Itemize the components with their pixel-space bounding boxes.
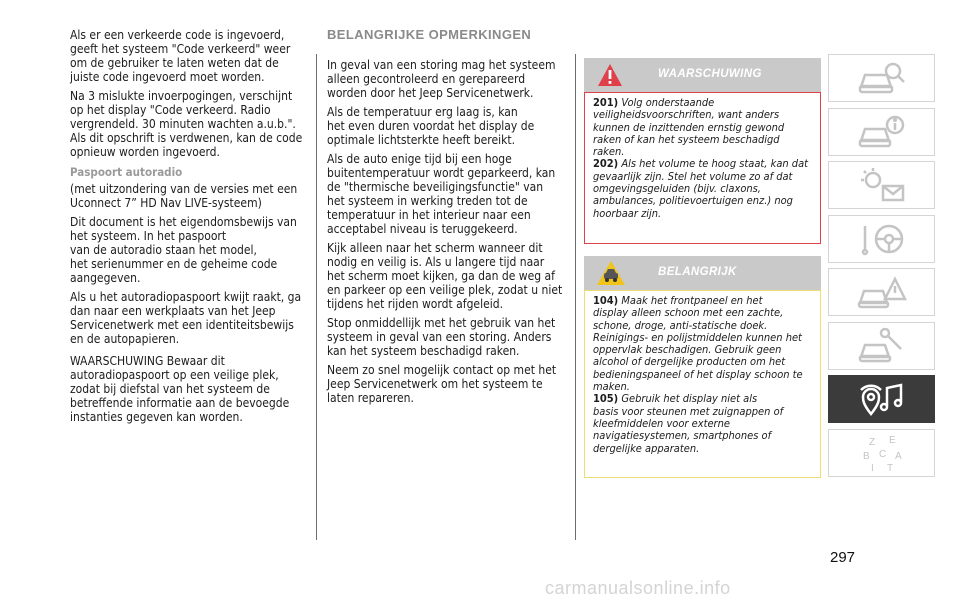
paragraph: Kijk alleen naar het scherm wanneer dit nodig en veilig is. Als u langere tijd naar het scherm moet kijken, ga dan de weg af en parkeer op een veilige plek, zodat u niet tijdens het rijden wordt afgeleid.	[327, 241, 563, 311]
svg-text:A: A	[894, 450, 902, 462]
section-heading: BELANGRIJKE OPMERKINGEN	[327, 27, 532, 42]
important-box	[584, 256, 821, 478]
car-warning-icon	[857, 273, 907, 311]
alphabet-index-icon	[857, 433, 907, 473]
chapter-tab-driving[interactable]	[828, 215, 935, 263]
paragraph: Als de auto enige tijd bij een hoge buitentemperatuur wordt geparkeerd, kan de "thermische beveiligingsfunctie" van het systeem in werking treden tot de temperatuur in het interieur naar een acceptabel niveau is teruggekeerd.	[327, 152, 556, 236]
car-hand-icon	[596, 260, 626, 286]
subheading-passport: Paspoort autoradio	[70, 165, 183, 179]
paragraph: Stop onmiddellijk met het gebruik van het systeem in geval van een storing. Anders kan het systeem beschadigd raken.	[327, 316, 556, 358]
note-item	[593, 393, 814, 454]
page-number: 297	[830, 549, 856, 566]
note-text: Maak het frontpaneel en het display alleen schoon met een zachte, schone, droge, anti-statische doek. Reinigings- en polijstmiddelen kunnen het oppervlak beschadigen. Gebruik geen alcohol of dergelijke producten om het bedieningspaneel of het display schoon te maken.	[593, 294, 803, 394]
note-text: Gebruik het display niet als basis voor steunen met zuignappen of kleefmiddelen voor externe navigatiesystemen, smartphones of dergelijke apparaten.	[593, 392, 784, 455]
svg-text:Z: Z	[868, 436, 875, 448]
note-number: 202)	[593, 157, 619, 171]
chapter-tab-emergency[interactable]	[828, 268, 935, 316]
warning-header	[584, 58, 821, 92]
note-number: 104)	[593, 294, 619, 307]
steering-wheel-icon	[857, 220, 907, 258]
lights-envelope-icon	[857, 166, 907, 204]
note-text: Volg onderstaande veiligheidsvoorschriften, want anders kunnen de inzittenden ernstig gewond raken of kan het systeem beschadigd raken.	[593, 96, 785, 159]
note-item	[593, 97, 814, 158]
paragraph: Neem zo snel mogelijk contact op met het Jeep Servicenetwerk om het systeem te laten repareren.	[327, 363, 557, 405]
important-body	[584, 290, 821, 478]
paragraph: Als u het autoradiopaspoort kwijt raakt, ga dan naar een werkplaats van het Jeep Servicenetwerk met een identiteitsbewijs en de autopapieren.	[70, 290, 302, 346]
note-number: 201)	[593, 96, 619, 109]
svg-text:B: B	[862, 450, 870, 462]
watermark: carmanualsonline.info	[545, 578, 731, 598]
paragraph: (met uitzondering van de versies met een Uconnect 7” HD Nav LIVE-systeem)	[70, 182, 298, 210]
paragraph: WAARSCHUWING Bewaar dit autoradiopaspoort op een veilige plek, zodat bij diefstal van het systeem de betreffende informatie aan de bevoegde instanties gegeven kan worden.	[70, 354, 290, 424]
chapter-tab-index[interactable]	[828, 429, 935, 477]
important-header	[584, 256, 821, 290]
warning-triangle-icon	[596, 62, 624, 88]
paragraph: In geval van een storing mag het systeem alleen gecontroleerd en gerepareerd worden door het Jeep Servicenetwerk.	[327, 58, 556, 100]
warning-body	[584, 92, 821, 244]
chapter-tab-car-info[interactable]	[828, 108, 935, 156]
wrench-car-icon	[857, 327, 907, 365]
chapter-tab-maintenance[interactable]	[828, 322, 935, 370]
paragraph: Na 3 mislukte invoerpogingen, verschijnt op het display "Code verkeerd. Radio vergrendeld. 30 minuten wachten a.u.b.". Als dit opschrift is verdwenen, kan de code opnieuw worden ingevoerd.	[70, 89, 303, 159]
svg-text:T: T	[886, 462, 893, 473]
chapter-tab-lights-messages[interactable]	[828, 161, 935, 209]
column-left	[70, 28, 306, 429]
paragraph: Als de temperatuur erg laag is, kan het even duren voordat het display de optimale lichtsterkte heeft bereikt.	[327, 105, 535, 147]
car-search-icon	[857, 59, 907, 97]
warning-box	[584, 58, 821, 244]
note-number: 105)	[593, 392, 619, 406]
important-title: BELANGRIJK	[658, 266, 737, 278]
multimedia-icon	[857, 380, 907, 418]
chapter-tab-car-search[interactable]	[828, 54, 935, 102]
paragraph: Dit document is het eigendomsbewijs van het systeem. In het paspoort van de autoradio staan het model, het serienummer en de geheime code aangegeven.	[70, 215, 297, 285]
warning-title: WAARSCHUWING	[658, 68, 762, 80]
chapter-sidebar	[828, 54, 935, 482]
car-info-icon	[857, 113, 907, 151]
svg-text:E: E	[888, 434, 896, 446]
svg-text:C: C	[878, 448, 886, 460]
note-item	[593, 295, 814, 393]
column-middle	[327, 27, 563, 410]
note-text: Als het volume te hoog staat, kan dat gevaarlijk zijn. Stel het volume zo af dat omgevingsgeluiden (bijv. claxons, ambulances, politievoertuigen enz.) nog hoorbaar zijn.	[593, 157, 809, 220]
note-item	[593, 158, 814, 219]
column-divider	[316, 54, 317, 540]
paragraph: Als er een verkeerde code is ingevoerd, geeft het systeem "Code verkeerd" weer om de gebruiker te laten weten dat de juiste code ingevoerd moet worden.	[70, 28, 291, 84]
column-divider	[575, 54, 576, 540]
svg-text:I: I	[870, 462, 874, 473]
chapter-tab-multimedia[interactable]	[828, 375, 935, 423]
